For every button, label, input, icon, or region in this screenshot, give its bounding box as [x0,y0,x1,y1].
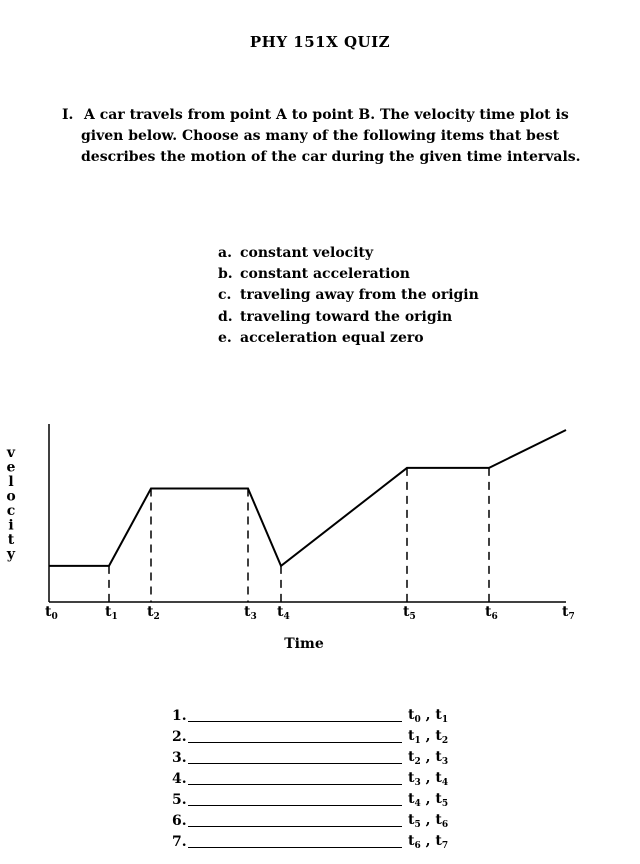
y-axis-label [6,445,16,563]
answer-blank[interactable] [188,707,402,722]
answer-row [172,791,449,809]
x-tick-label: $t_5$ [403,604,416,622]
subscript: 1 [414,736,421,746]
answer-interval: $t_1$ , $t_2$ [408,728,449,746]
option-text: acceleration equal zero [240,330,424,346]
y-axis-label-letter: l [8,474,14,490]
y-axis-label-letter: t [7,532,15,548]
option-text: traveling toward the origin [240,309,453,325]
option-c [218,287,479,303]
option-a [218,245,373,261]
answer-number: 3. [172,750,187,766]
velocity-time-chart [0,400,640,660]
answer-blank[interactable] [188,791,402,806]
option-text: constant acceleration [240,266,410,282]
answer-interval: $t_3$ , $t_4$ [408,770,449,788]
y-axis-label-letter: e [6,459,16,476]
subscript: 5 [441,799,449,809]
answer-number: 7. [172,834,187,850]
answer-blank[interactable] [188,833,402,848]
option-b [218,266,410,282]
subscript: 4 [441,778,449,788]
subscript: 5 [414,820,421,830]
answer-row [172,833,449,851]
x-axis-label: Time [284,636,324,652]
answer-row [172,707,449,725]
subscript: 7 [441,841,449,851]
answer-row [172,749,449,767]
answer-interval: $t_6$ , $t_7$ [408,833,449,851]
x-tick-label: $t_4$ [277,604,290,622]
answer-number: 4. [172,771,187,787]
answer-blank[interactable] [188,749,402,764]
option-text: traveling away from the origin [240,287,479,303]
question-number: I. [62,107,74,123]
answer-number: 1. [172,708,187,724]
quiz-title: PHY 151X QUIZ [249,33,391,51]
option-letter: e. [218,330,232,346]
y-axis-label-letter: i [8,517,14,534]
answer-blank[interactable] [188,812,402,827]
answer-row [172,770,449,788]
subscript: 3 [441,757,449,767]
answer-row [172,812,449,830]
x-tick-label: $t_7$ [562,604,575,622]
y-axis-label-letter: o [6,488,16,505]
answer-blank[interactable] [188,770,402,785]
answer-interval: $t_0$ , $t_1$ [408,707,449,725]
x-tick-label: $t_6$ [485,604,498,622]
option-letter: a. [218,245,232,261]
answer-row [172,728,449,746]
subscript: 0 [414,715,421,725]
option-e [218,330,424,346]
answer-number: 2. [172,729,187,745]
subscript: 3 [414,778,421,788]
subscript: 6 [441,820,449,830]
option-letter: d. [218,309,233,325]
y-axis-label-letter: v [6,445,16,461]
y-axis-label-letter: y [6,546,16,563]
answer-interval: $t_2$ , $t_3$ [408,749,449,767]
x-tick-label: $t_2$ [147,604,160,622]
y-axis-label-letter: c [6,503,16,519]
question-text-line: given below. Choose as many of the following items that best [81,128,560,144]
option-text: constant velocity [240,245,374,261]
x-tick-label: $t_3$ [244,604,257,622]
x-tick-label: $t_0$ [45,604,58,622]
option-letter: c. [218,287,232,303]
subscript: 1 [441,715,449,725]
answer-number: 5. [172,792,187,808]
subscript: 2 [414,757,421,767]
option-letter: b. [218,266,233,282]
option-d [218,309,452,325]
answer-blank[interactable] [188,728,402,743]
question-text-line: A car travels from point A to point B. The velocity time plot is [84,107,569,123]
question-text-line: describes the motion of the car during the given time intervals. [81,149,581,165]
answer-number: 6. [172,813,187,829]
x-tick-label: $t_1$ [105,604,118,622]
answer-interval: $t_4$ , $t_5$ [408,791,449,809]
subscript: 2 [441,736,449,746]
subscript: 4 [414,799,421,809]
answer-interval: $t_5$ , $t_6$ [408,812,449,830]
subscript: 6 [414,841,421,851]
